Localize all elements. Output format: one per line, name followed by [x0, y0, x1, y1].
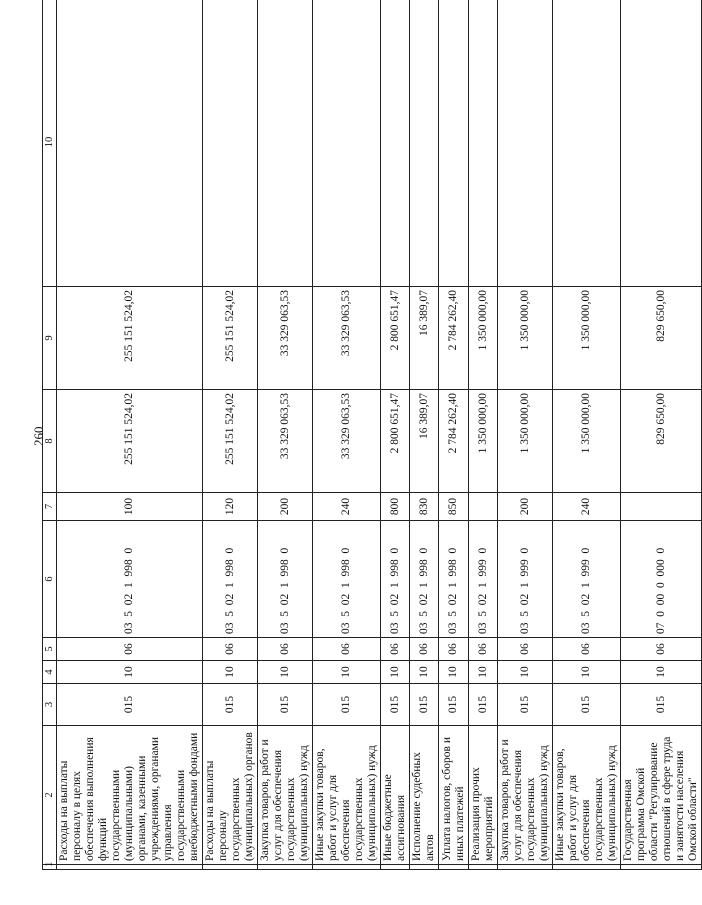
cell-col-2: Государственная программа Омской области "Регулирование отношений в сфере труда и занятости населения Омской области" [621, 726, 702, 865]
cell-col-10 [410, 0, 439, 287]
budget-table-container [42, 40, 699, 870]
table-row [381, 0, 410, 870]
cell-col-8: 1 350 000,00 [553, 390, 621, 493]
cell-col-9: 1 350 000,00 [469, 287, 498, 390]
cell-col-8: 33 329 063,53 [313, 390, 381, 493]
cell-col-9: 2 784 262,40 [439, 287, 469, 390]
cell-col-8: 829 650,00 [621, 390, 702, 493]
cell-col-10 [313, 0, 381, 287]
cell-col-8: 255 151 524,02 [57, 390, 203, 493]
cell-col-1 [381, 865, 410, 870]
cell-col-10 [381, 0, 410, 287]
cell-col-4: 10 [469, 661, 498, 684]
budget-table [42, 0, 702, 870]
cell-col-7: 830 [410, 493, 439, 521]
cell-col-6: 03 5 02 1 999 0 [498, 521, 553, 638]
cell-col-8: 1 350 000,00 [469, 390, 498, 493]
cell-col-2: Расходы на выплаты персоналу в целях обеспечения выполнения функций государственными (муниципальными) органами, казенными учреждениями, органами управления государственными внебюджетными фондами [57, 726, 203, 865]
cell-col-8: 2 800 651,47 [381, 390, 410, 493]
cell-col-3: 015 [203, 684, 258, 726]
cell-col-8: 255 151 524,02 [203, 390, 258, 493]
cell-col-3: 015 [469, 684, 498, 726]
cell-col-9: 829 650,00 [621, 287, 702, 390]
cell-col-2: Закупка товаров, работ и услуг для обеспечения государственных (муниципальных) нужд [498, 726, 553, 865]
cell-col-7: 100 [57, 493, 203, 521]
cell-col-4: 10 [498, 661, 553, 684]
cell-col-1 [498, 865, 553, 870]
cell-col-6: 03 5 02 1 999 0 [553, 521, 621, 638]
cell-col-9: 16 389,07 [410, 287, 439, 390]
cell-col-9: 1 350 000,00 [498, 287, 553, 390]
table-body [43, 0, 702, 870]
table-row [621, 0, 702, 870]
cell-col-1 [553, 865, 621, 870]
cell-col-1 [203, 865, 258, 870]
header-cell-2: 2 [43, 726, 57, 865]
cell-col-6: 03 5 02 1 998 0 [381, 521, 410, 638]
table-row [258, 0, 313, 870]
table-row [498, 0, 553, 870]
cell-col-5: 06 [553, 638, 621, 661]
cell-col-7: 120 [203, 493, 258, 521]
cell-col-1 [410, 865, 439, 870]
cell-col-9: 33 329 063,53 [258, 287, 313, 390]
cell-col-4: 10 [439, 661, 469, 684]
cell-col-10 [57, 0, 203, 287]
cell-col-3: 015 [410, 684, 439, 726]
header-cell-6: 6 [43, 521, 57, 638]
table-row [410, 0, 439, 870]
cell-col-5: 06 [313, 638, 381, 661]
cell-col-8: 1 350 000,00 [498, 390, 553, 493]
cell-col-8: 16 389,07 [410, 390, 439, 493]
header-cell-1: 1 [43, 865, 57, 870]
cell-col-7 [621, 493, 702, 521]
cell-col-9: 33 329 063,53 [313, 287, 381, 390]
table-row [469, 0, 498, 870]
header-cell-7: 7 [43, 493, 57, 521]
cell-col-9: 255 151 524,02 [203, 287, 258, 390]
table-row [57, 0, 203, 870]
cell-col-2: Иные закупки товаров, работ и услуг для обеспечения государственных (муниципальных) нужд [553, 726, 621, 865]
table-header-row [43, 0, 57, 870]
cell-col-10 [621, 0, 702, 287]
cell-col-4: 10 [410, 661, 439, 684]
header-cell-10: 10 [43, 0, 57, 287]
cell-col-5: 06 [439, 638, 469, 661]
cell-col-4: 10 [553, 661, 621, 684]
table-row [439, 0, 469, 870]
cell-col-7: 200 [498, 493, 553, 521]
cell-col-2: Иные закупки товаров, работ и услуг для обеспечения государственных (муниципальных) нужд [313, 726, 381, 865]
cell-col-7: 850 [439, 493, 469, 521]
table-row [203, 0, 258, 870]
cell-col-5: 06 [203, 638, 258, 661]
cell-col-2: Реализация прочих мероприятий [469, 726, 498, 865]
cell-col-6: 07 0 00 0 000 0 [621, 521, 702, 638]
header-cell-9: 9 [43, 287, 57, 390]
cell-col-6: 03 5 02 1 998 0 [203, 521, 258, 638]
cell-col-10 [553, 0, 621, 287]
cell-col-4: 10 [381, 661, 410, 684]
cell-col-5: 06 [498, 638, 553, 661]
cell-col-4: 10 [621, 661, 702, 684]
cell-col-3: 015 [381, 684, 410, 726]
cell-col-1 [621, 865, 702, 870]
cell-col-10 [258, 0, 313, 287]
cell-col-1 [57, 865, 203, 870]
cell-col-6: 03 5 02 1 998 0 [258, 521, 313, 638]
cell-col-3: 015 [498, 684, 553, 726]
page-number: 260 [31, 426, 46, 446]
cell-col-4: 10 [313, 661, 381, 684]
cell-col-7 [469, 493, 498, 521]
cell-col-10 [469, 0, 498, 287]
cell-col-5: 06 [381, 638, 410, 661]
cell-col-2: Расходы на выплаты персоналу государственных (муниципальных) органов [203, 726, 258, 865]
cell-col-2: Закупка товаров, работ и услуг для обеспечения государственных (муниципальных) нужд [258, 726, 313, 865]
cell-col-1 [258, 865, 313, 870]
cell-col-3: 015 [553, 684, 621, 726]
cell-col-4: 10 [258, 661, 313, 684]
cell-col-5: 06 [469, 638, 498, 661]
cell-col-2: Уплата налогов, сборов и иных платежей [439, 726, 469, 865]
cell-col-9: 1 350 000,00 [553, 287, 621, 390]
cell-col-2: Исполнение судебных актов [410, 726, 439, 865]
cell-col-3: 015 [258, 684, 313, 726]
header-cell-4: 4 [43, 661, 57, 684]
header-cell-5: 5 [43, 638, 57, 661]
cell-col-9: 255 151 524,02 [57, 287, 203, 390]
cell-col-5: 06 [57, 638, 203, 661]
cell-col-1 [469, 865, 498, 870]
table-row [313, 0, 381, 870]
cell-col-6: 03 5 02 1 998 0 [57, 521, 203, 638]
cell-col-6: 03 5 02 1 998 0 [439, 521, 469, 638]
cell-col-8: 33 329 063,53 [258, 390, 313, 493]
table-row [553, 0, 621, 870]
header-cell-3: 3 [43, 684, 57, 726]
cell-col-4: 10 [203, 661, 258, 684]
cell-col-10 [498, 0, 553, 287]
cell-col-10 [439, 0, 469, 287]
cell-col-5: 06 [258, 638, 313, 661]
cell-col-7: 240 [553, 493, 621, 521]
cell-col-3: 015 [621, 684, 702, 726]
cell-col-1 [439, 865, 469, 870]
cell-col-8: 2 784 262,40 [439, 390, 469, 493]
cell-col-3: 015 [439, 684, 469, 726]
cell-col-9: 2 800 651,47 [381, 287, 410, 390]
cell-col-6: 03 5 02 1 998 0 [313, 521, 381, 638]
cell-col-5: 06 [410, 638, 439, 661]
cell-col-7: 200 [258, 493, 313, 521]
header-cell-8: 8 [43, 390, 57, 493]
cell-col-6: 03 5 02 1 999 0 [469, 521, 498, 638]
cell-col-7: 800 [381, 493, 410, 521]
cell-col-4: 10 [57, 661, 203, 684]
cell-col-1 [313, 865, 381, 870]
cell-col-2: Иные бюджетные ассигнования [381, 726, 410, 865]
cell-col-3: 015 [57, 684, 203, 726]
cell-col-3: 015 [313, 684, 381, 726]
cell-col-5: 06 [621, 638, 702, 661]
cell-col-7: 240 [313, 493, 381, 521]
cell-col-10 [203, 0, 258, 287]
cell-col-6: 03 5 02 1 998 0 [410, 521, 439, 638]
